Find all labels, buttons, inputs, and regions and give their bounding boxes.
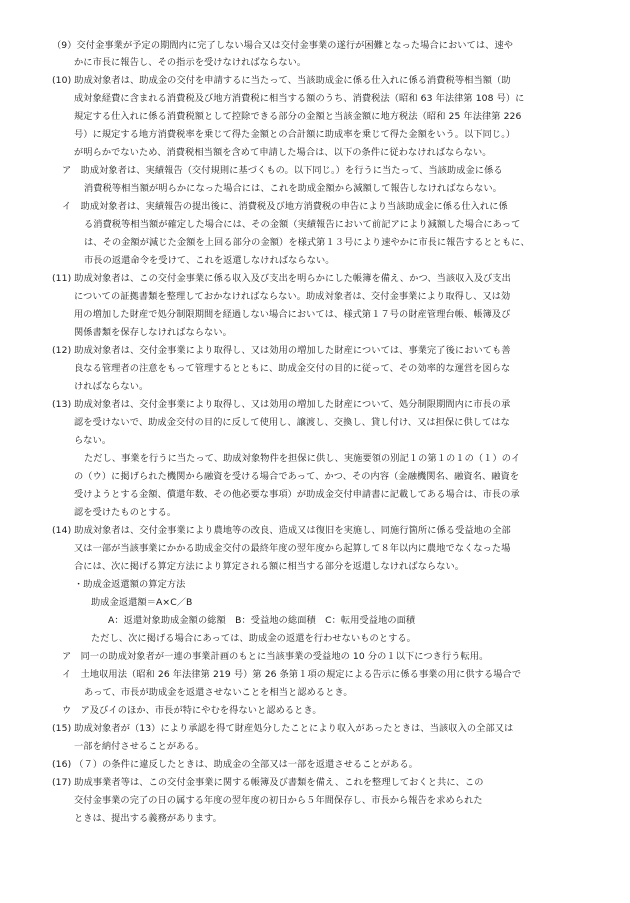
text-line: 成対象経費に含まれる消費税及び地方消費税に相当する額のうち、消費税法（昭和 63 年法律第 108 号）に (74, 93, 525, 104)
text-line: あって、市長が助成金を返還させないことを相当と認めるとき。 (84, 687, 353, 698)
text-line: 一部を納付させることがある。 (74, 741, 205, 752)
text-line: (10) 助成対象者は、助成金の交付を申請するに当たって、当該助成金に係る仕入れに係る消費税等相当額（助 (52, 75, 511, 86)
text-line: (12) 助成対象者は、交付金事業により取得し、又は効用の増加した財産については、事業完了後においても善 (52, 345, 511, 356)
text-line: ければならない。 (74, 381, 149, 392)
text-line: が明らかでないため、消費税相当額を含めて申請した場合は、以下の条件に従わなければならない。 (74, 147, 492, 158)
text-line: る消費税等相当額が確定した場合には、その金額（実績報告において前記アにより減額した場合にあって (84, 219, 521, 230)
text-line: (11) 助成対象者は、この交付金事業に係る収入及び支出を明らかにした帳簿を備え、かつ、当該収入及び支出 (52, 273, 511, 284)
text-line: 良なる管理者の注意をもって管理するとともに、助成金交付の目的に従って、その効率的な運営を図らな (74, 363, 511, 374)
text-line: 消費税等相当額が明らかになった場合には、これを助成金額から減額して報告しなければならない。 (84, 183, 502, 194)
text-line: 認を受けたものとする。 (74, 507, 177, 518)
text-line: ア 同一の助成対象者が一連の事業計画のもとに当該事業の受益地の 10 分の１以下につき行う転用。 (62, 651, 489, 662)
text-line: は、その金額が減じた金額を上回る部分の金額）を様式第１３号により速やかに市長に報告するとともに、 (84, 237, 530, 248)
text-line: らない。 (74, 435, 112, 446)
text-line: 認を受けないで、助成金交付の目的に反して使用し、譲渡し、交換し、貸し付け、又は担保に供してはな (74, 417, 510, 428)
text-line: 号）に規定する地方消費税率を乗じて得た金額との合計額に助成率を乗じて得た金額をいう。以下同じ。） (74, 129, 516, 140)
text-line: (14) 助成対象者は、交付金事業により農地等の改良、造成又は復旧を実施し、同施行箇所に係る受益地の全部 (52, 525, 511, 536)
text-line: 受けようとする金額、償還年数、その他必要な事項）が助成金交付申請書に記載してある場合は、市長の承 (74, 489, 520, 500)
text-line: 市長の返還命令を受けて、これを返還しなければならない。 (84, 255, 335, 266)
text-line: (13) 助成対象者は、交付金事業により取得し、又は効用の増加した財産について、処分制限期間内に市長の承 (52, 399, 511, 410)
text-line: 合には、次に掲げる算定方法により算定される額に相当する部分を返還しなければならない。 (74, 561, 465, 572)
text-line: の（ウ）に掲げられた機関から融資を受ける場合であって、かつ、その内容（金融機関名、融資名、融資を (74, 471, 520, 482)
text-line: 助成金返還額＝A×C／B (91, 597, 193, 608)
text-line: A：返還対象助成金額の総額 B：受益地の総面積 C：転用受益地の面積 (108, 615, 416, 626)
text-line: ・助成金返還額の算定方法 (74, 579, 186, 590)
text-line: 関係書類を保存しなければならない。 (74, 327, 232, 338)
text-line: （9）交付金事業が予定の期間内に完了しない場合又は交付金事業の遂行が困難となった場合においては、速や (52, 40, 514, 51)
text-line: 又は一部が当該事業にかかる助成金交付の最終年度の翌年度から起算して８年以内に農地でなくなった場 (74, 543, 511, 554)
text-line: (15) 助成対象者が（13）により承認を得て財産処分したことにより収入があったときは、当該収入の全部又は (52, 723, 514, 734)
text-line: についての証拠書類を整理しておかなければならない。助成対象者は、交付金事業により取得し、又は効 (74, 291, 511, 302)
text-line: 規定する仕入れに係る消費税額として控除できる部分の金額と当該金額に地方税法（昭和 25 年法律第 226 (74, 111, 522, 122)
text-line: ときは、提出する義務があります。 (74, 813, 222, 824)
text-line: ウ ア及びイのほか、市長が特にやむを得ないと認めるとき。 (62, 705, 322, 716)
text-line: イ 助成対象者は、実績報告の提出後に、消費税及び地方消費税の申告により当該助成金に係る仕入れに係 (62, 201, 508, 212)
text-line: ただし、事業を行うに当たって、助成対象物件を担保に供し、実施要領の別記１の第１の１の（１）のイ (84, 453, 521, 464)
text-line: イ 土地収用法（昭和 26 年法律第 219 号）第 26 条第１項の規定による告示に係る事業の用に供する場合で (62, 669, 522, 680)
text-line: かに市長に報告し、その指示を受けなければならない。 (74, 57, 307, 68)
text-line: 用の増加した財産で処分制限期間を経過しない場合においては、様式第１７号の財産管理台帳、帳簿及び (74, 309, 511, 320)
text-line: (16) （７）の条件に違反したときは、助成金の全部又は一部を返還させることがある。 (52, 759, 418, 770)
text-line: ア 助成対象者は、実績報告（交付規則に基づくもの。以下同じ。）を行うに当たって、当該助成金に係る (62, 165, 503, 176)
text-line: (17) 助成事業者等は、この交付金事業に関する帳簿及び書類を備え、これを整理しておくと共に、この (52, 777, 484, 788)
text-line: 交付金事業の完了の日の属する年度の翌年度の初日から５年間保存し、市長から報告を求められた (74, 795, 483, 806)
text-line: ただし、次に掲げる場合にあっては、助成金の返還を行わせないものとする。 (91, 633, 416, 644)
